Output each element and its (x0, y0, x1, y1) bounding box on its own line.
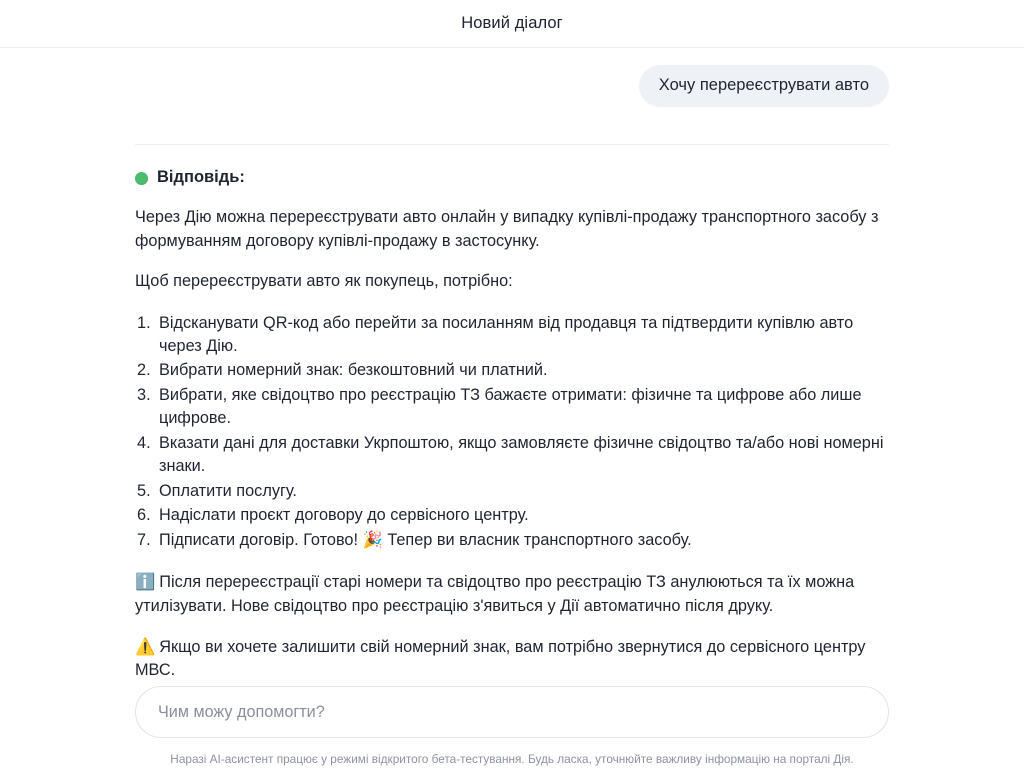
information-icon: ℹ️ (135, 572, 156, 592)
green-circle-icon (135, 172, 148, 185)
answer-heading (135, 166, 889, 190)
warning-icon: ⚠️ (135, 636, 156, 656)
composer-inner (135, 686, 889, 738)
beta-disclaimer: Наразі AI-асистент працює у режимі відкритого бета-тестування. Будь ласка, уточнюйте важливу інформацію на порталі Дія. (170, 752, 854, 767)
user-message-row (135, 60, 889, 107)
list-item: Вибрати номерний знак: безкоштовний чи платний. (159, 361, 548, 380)
warning-note-text: Якщо ви хочете залишити свій номерний знак, вам потрібно звернутися до сервісного центру МВС. (135, 637, 866, 680)
page-title: Новий діалог (461, 14, 563, 32)
answer-heading-label: Відповідь: (157, 168, 245, 187)
message-input[interactable] (135, 686, 889, 738)
user-message-bubble: Хочу перереєструвати авто (639, 65, 889, 107)
answer-intro-paragraph: Через Дію можна перереєструвати авто онлайн у випадку купівлі-продажу транспортного засобу з формуванням договору купівлі-продажу в застосунку. (135, 208, 879, 250)
list-item: Вибрати, яке свідоцтво про реєстрацію ТЗ бажаєте отримати: фізичне та цифрове або лише цифрове. (159, 385, 862, 428)
info-note-text: Після перереєстрації старі номери та свідоцтво про реєстрацію ТЗ анулюються та їх можна утилізувати. Нове свідоцтво про реєстрацію з'явиться у Дії автоматично після друку. (135, 573, 855, 615)
assistant-answer-block (135, 145, 889, 682)
conversation-content-column (135, 60, 889, 683)
info-note (135, 570, 889, 618)
list-item: Відсканувати QR-код або перейти за посиланням від продавця та підтвердити купівлю авто через Дію. (159, 313, 854, 355)
answer-steps-list (135, 312, 889, 553)
app-header (0, 0, 1024, 48)
list-item: Вказати дані для доставки Укрпоштою, якщо замовляєте фізичне свідоцтво та/або нові номерні знаки. (159, 433, 884, 476)
list-item: Надіслати проєкт договору до сервісного центру. (159, 506, 529, 525)
warning-note (135, 635, 889, 683)
list-item: Підписати договір. Готово! 🎉 Тепер ви власник транспортного засобу. (159, 530, 692, 549)
answer-lead-in: Щоб перереєструвати авто як покупець, потрібно: (135, 272, 513, 291)
composer-area (0, 686, 1024, 781)
list-item: Оплатити послугу. (159, 481, 297, 500)
conversation-scroll-area[interactable] (0, 48, 1024, 686)
